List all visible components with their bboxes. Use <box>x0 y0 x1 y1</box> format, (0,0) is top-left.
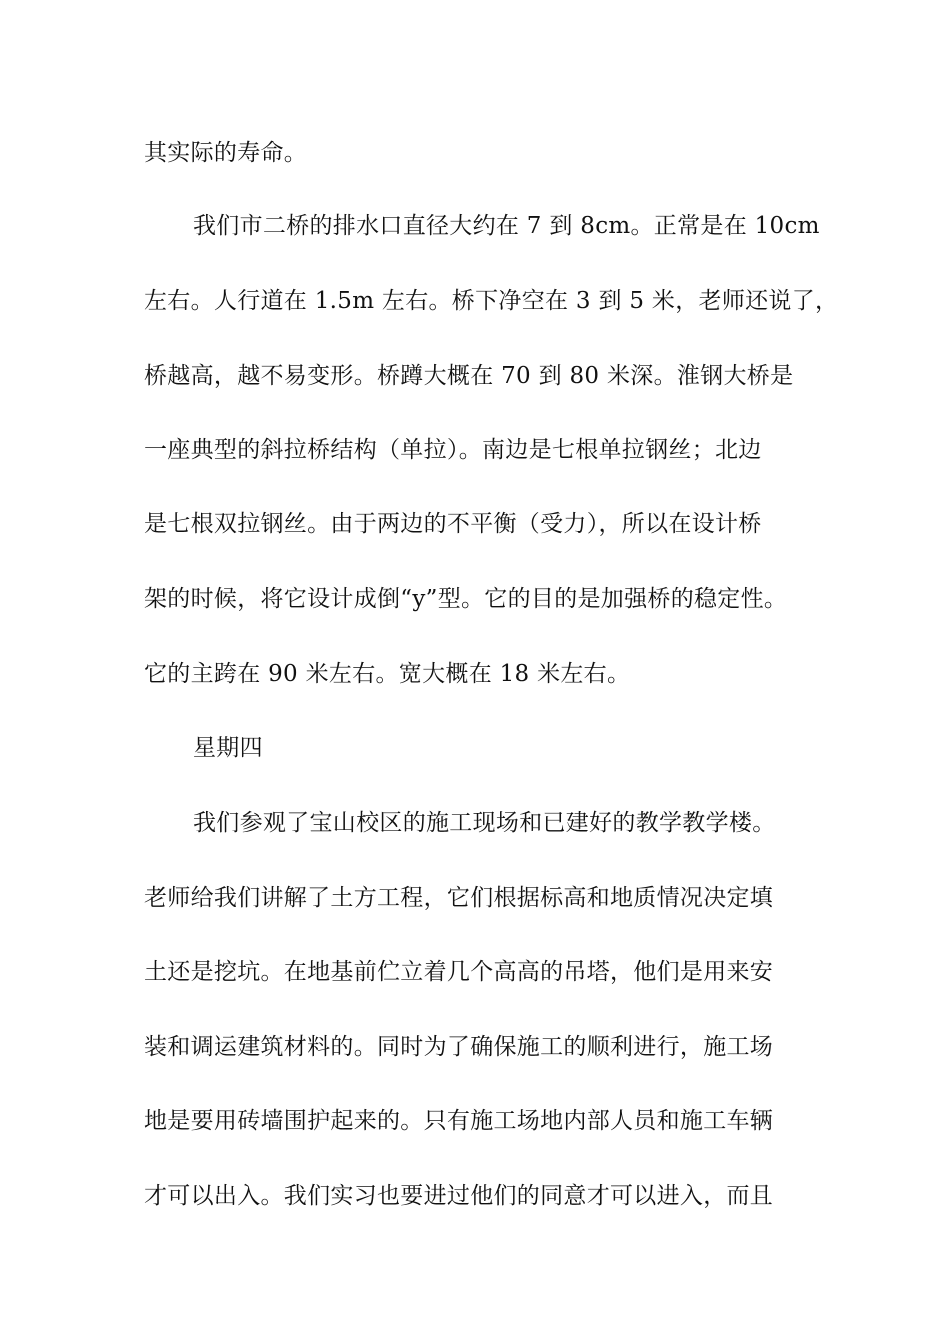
text-line: 架的时候，将它设计成倒“y”型。它的目的是加强桥的稳定性。 <box>144 586 788 612</box>
text-line: 装和调运建筑材料的。同时为了确保施工的顺利进行，施工场 <box>144 1034 774 1060</box>
text-line: 桥越高，越不易变形。桥蹲大概在 70 到 80 米深。淮钢大桥是 <box>144 363 794 389</box>
section-heading: 星期四 <box>193 735 263 761</box>
text-line: 一座典型的斜拉桥结构（单拉）。南边是七根单拉钢丝；北边 <box>144 437 762 463</box>
text-line: 左右。人行道在 1.5m 左右。桥下净空在 3 到 5 米，老师还说了， <box>144 288 839 314</box>
text-line: 我们市二桥的排水口直径大约在 7 到 8cm。正常是在 10cm <box>193 213 820 239</box>
text-line: 地是要用砖墙围护起来的。只有施工场地内部人员和施工车辆 <box>144 1108 774 1134</box>
text-line: 其实际的寿命。 <box>144 140 308 166</box>
text-line: 我们参观了宝山校区的施工现场和已建好的教学教学楼。 <box>193 810 776 836</box>
text-line: 才可以出入。我们实习也要进过他们的同意才可以进入，而且 <box>144 1183 774 1209</box>
text-line: 土还是挖坑。在地基前伫立着几个高高的吊塔，他们是用来安 <box>144 959 774 985</box>
text-line: 它的主跨在 90 米左右。宽大概在 18 米左右。 <box>144 661 631 687</box>
text-line: 是七根双拉钢丝。由于两边的不平衡（受力），所以在设计桥 <box>144 511 762 537</box>
text-line: 老师给我们讲解了土方工程，它们根据标高和地质情况决定填 <box>144 885 774 911</box>
